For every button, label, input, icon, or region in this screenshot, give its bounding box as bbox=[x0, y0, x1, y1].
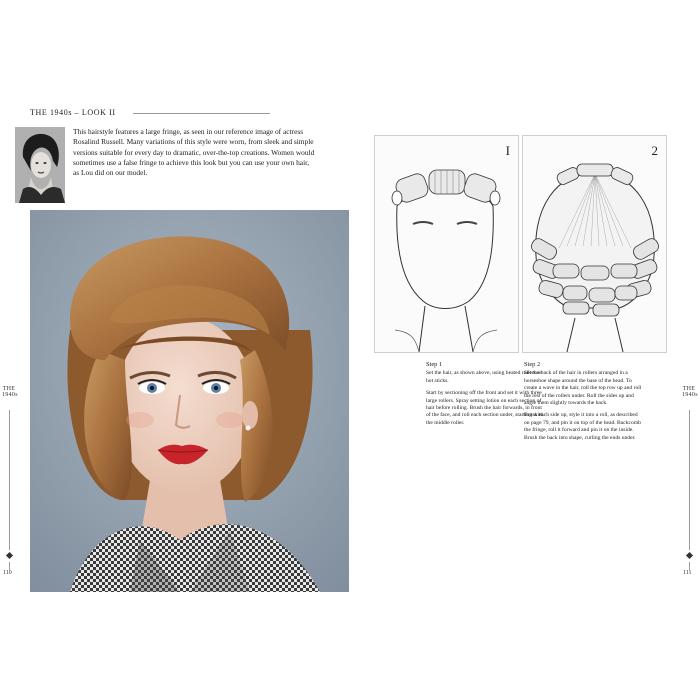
left-diamond-ornament bbox=[6, 552, 13, 559]
right-margin-line-lower bbox=[689, 562, 690, 570]
right-section-label-line1: THE bbox=[682, 386, 696, 392]
step-2-title: Step 2 bbox=[524, 361, 541, 368]
diagram-number-1: I bbox=[505, 143, 510, 158]
step-2-paragraph-2: Brush each side up, style it into a roll, as described on page 79, and pin it on top of the head. Backcomb the fringe, roll it forward and pin it on the inside. Brush the back into shape, curling the ends under. bbox=[524, 412, 641, 441]
left-margin-line bbox=[9, 410, 10, 550]
model-portrait-image bbox=[30, 210, 349, 592]
left-margin-line-lower bbox=[9, 562, 10, 570]
header-rule bbox=[133, 113, 270, 114]
front-rollers-illustration bbox=[375, 136, 518, 352]
right-diamond-ornament bbox=[686, 552, 693, 559]
left-section-label bbox=[2, 386, 16, 398]
running-title: THE 1940s – LOOK II bbox=[30, 108, 116, 117]
step-2-paragraph-1: Set the back of the hair in rollers arranged in a horseshoe shape around the base of the head. To create a wave in the hair, roll the top row up and roll the rest of the rollers under. Roll the sides up and angle them slightly towards the back. bbox=[524, 370, 642, 407]
step-1-title: Step 1 bbox=[426, 361, 443, 368]
left-section-label-line1: THE bbox=[2, 386, 16, 392]
right-section-label-line2: 1940s bbox=[682, 392, 698, 398]
reference-photo bbox=[15, 127, 65, 203]
step-1-paragraph-1: Set the hair, as shown above, using heated rollers or hot sticks. bbox=[426, 370, 543, 384]
right-section-label bbox=[682, 386, 696, 398]
diagram-step-2 bbox=[522, 135, 667, 353]
step-2-instructions bbox=[524, 361, 642, 447]
intro-paragraph: This hairstyle features a large fringe, as seen in our reference image of actress Rosalind Russell. Many variations of this style were worn, from sleek and simple versions suitable for every day to dramatic, over-the-top creations. Women would sometimes use a false fringe to achieve this look but you can use your own hair, as Lou did on our model. bbox=[73, 127, 315, 178]
right-page-number: 111 bbox=[683, 570, 692, 576]
diagram-step-1 bbox=[374, 135, 519, 353]
left-section-label-line2: 1940s bbox=[2, 392, 18, 398]
right-margin-line bbox=[689, 410, 690, 550]
model-photo bbox=[30, 210, 349, 592]
step-1-paragraph-2: Start by sectioning off the front and set it with three large rollers. Spray setting lotion on each section of hair before rolling. Brush the hair forwards, in front of the face, and roll each section under, starting with the middle roller. bbox=[426, 390, 544, 426]
diagram-number-2: 2 bbox=[651, 143, 658, 158]
back-rollers-illustration bbox=[523, 136, 666, 352]
reference-portrait-image bbox=[15, 127, 65, 203]
left-page-number: 110 bbox=[3, 570, 12, 576]
